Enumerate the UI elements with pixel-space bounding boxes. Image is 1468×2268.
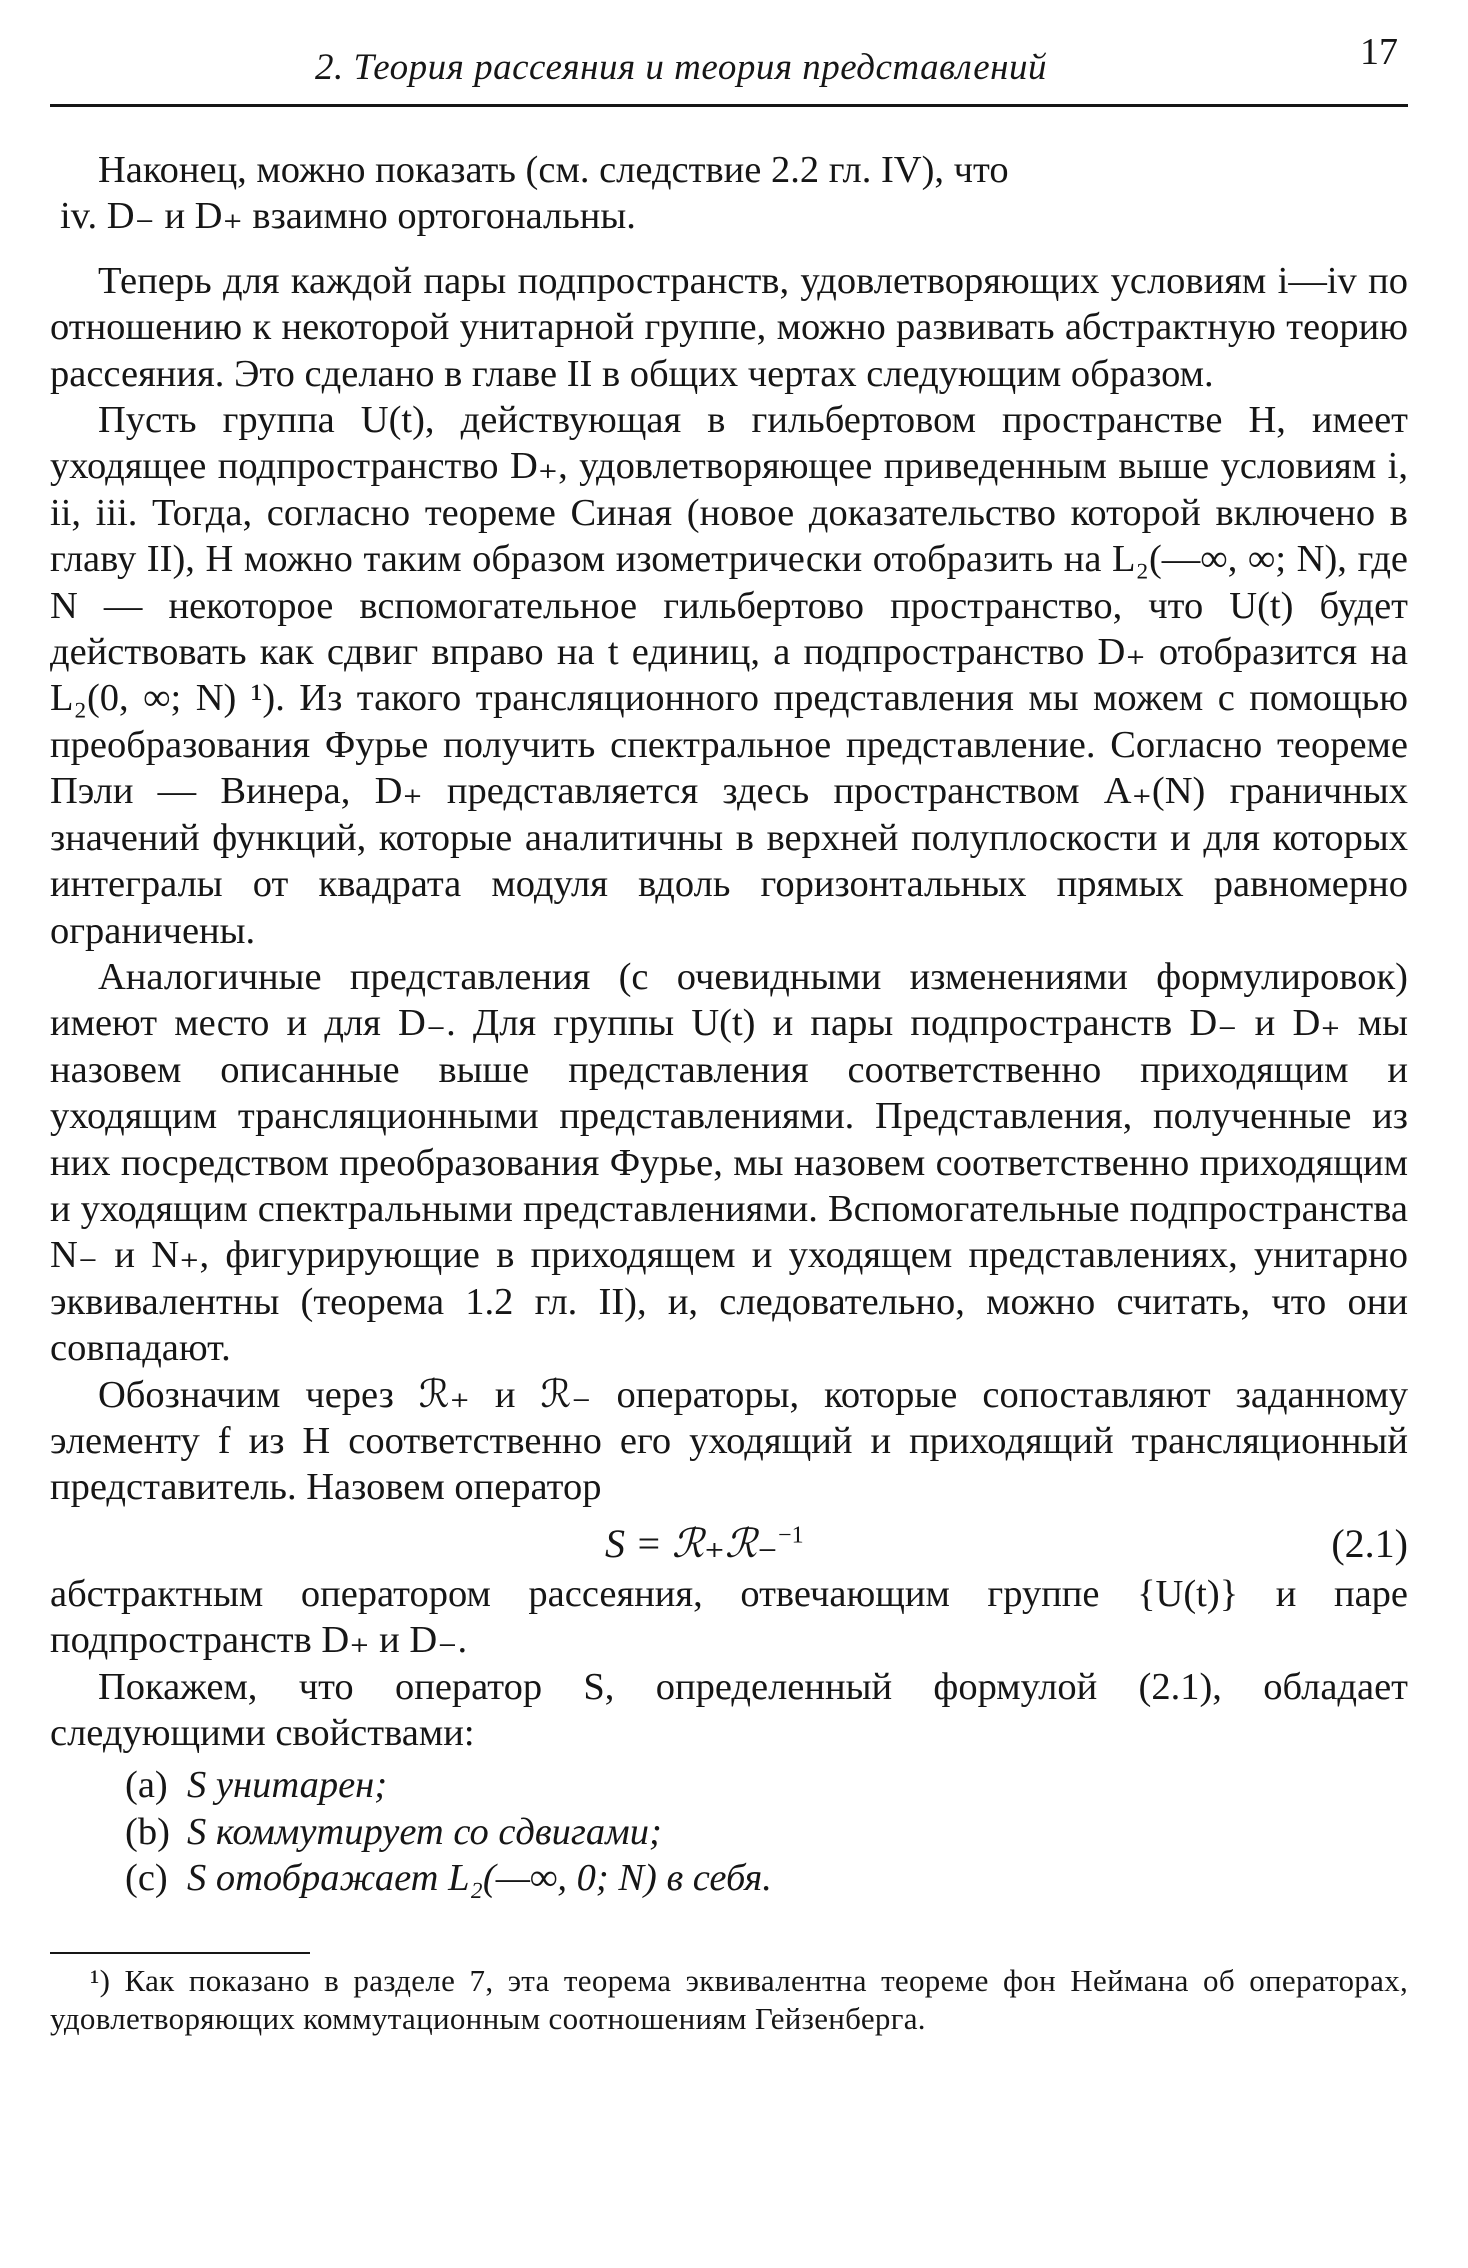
- list-item: [50, 1762, 1408, 1808]
- list-label: (c): [125, 1857, 168, 1900]
- list-label: (b): [125, 1810, 170, 1853]
- equation-number: (2.1): [1331, 1520, 1408, 1566]
- properties-list: [50, 1762, 1408, 1901]
- equation-formula: S = ℛ₊ℛ₋: [605, 1520, 779, 1566]
- equation-2-1: [50, 1515, 1408, 1571]
- paragraph-operators-definition: Обозначим через ℛ₊ и ℛ₋ операторы, которые сопоставляют заданному элементу f из H соответственно его уходящий и приходящий трансляционный представитель. Назовем оператор: [50, 1373, 1408, 1509]
- paragraph-properties: Покажем, что оператор S, определенный формулой (2.1), обладает следующими свойствами:: [50, 1665, 1408, 1754]
- list-text: S отображает L₂(—∞, 0; N) в себя.: [187, 1857, 772, 1900]
- list-text: S коммутирует со сдвигами;: [187, 1810, 662, 1853]
- footnote: ¹) Как показано в разделе 7, эта теорема эквивалентна теореме фон Неймана об операторах, удовлетворяющих коммутационным соотношениям Гейзенберга.: [50, 1962, 1408, 2036]
- condition-iv: iv. D₋ и D₊ взаимно ортогональны.: [60, 195, 636, 238]
- list-item: [50, 1809, 1408, 1855]
- paragraph-sinai-theorem: Пусть группа U(t), действующая в гильбертовом пространстве H, имеет уходящее подпространство D₊, удовлетворяющее приведенным выше условиям i, ii, iii. Тогда, согласно теореме Синая (новое доказательство которой включено в главу II), H можно таким образом изометрически отобразить на L₂(—∞, ∞; N), где N — некоторое вспомогательное гильбертово пространство, что U(t) будет действовать как сдвиг вправо на t единиц, а подпространство D₊ отобразится на L₂(0, ∞; N) ¹). Из такого трансляционного представления мы можем с помощью преобразования Фурье получить спектральное представление. Согласно теореме Пэли — Винера, D₊ представляется здесь пространством A₊(N) граничных значений функций, которые аналитичны в верхней полуплоскости и для которых интегралы от квадрата модуля вдоль горизонтальных прямых равномерно ограничены.: [50, 399, 1408, 952]
- paragraph-scattering-operator: абстрактным оператором рассеяния, отвечающим группе {U(t)} и паре подпространств D₊ и D₋.: [50, 1572, 1408, 1662]
- book-page: [50, 20, 1408, 2069]
- running-head: [50, 20, 1408, 107]
- equation-body: [605, 1521, 804, 1567]
- paragraph-conclusion: Наконец, можно показать (см. следствие 2.2 гл. IV), что: [98, 149, 1009, 191]
- list-label: (a): [125, 1764, 168, 1807]
- list-text: S унитарен;: [187, 1764, 388, 1807]
- body-text: [50, 147, 1408, 1902]
- running-title: 2. Теория рассеяния и теория представлений: [315, 47, 1047, 88]
- paragraph-analogous-representations: Аналогичные представления (с очевидными изменениями формулировок) имеют место и для D₋. Для группы U(t) и пары подпространств D₋ и D₊ мы назовем описанные выше представления соответственно приходящим и уходящим трансляционными представлениями. Представления, полученные из них посредством преобразования Фурье, мы назовем соответственно приходящим и уходящим спектральными представлениями. Вспомогательные подпространства N₋ и N₊, фигурирующие в приходящем и уходящем представлениях, унитарно эквивалентны (теорема 1.2 гл. II), и, следовательно, можно считать, что они совпадают.: [50, 955, 1408, 1370]
- paragraph-abstract-theory: Теперь для каждой пары подпространств, удовлетворяющих условиям i—iv по отношению к некоторой унитарной группе, можно развивать абстрактную теорию рассеяния. Это сделано в главе II в общих чертах следующим образом.: [50, 259, 1408, 395]
- page-number: 17: [1360, 31, 1398, 73]
- footnote-divider: [50, 1952, 310, 1954]
- list-item: [50, 1855, 1408, 1901]
- equation-exponent: −1: [778, 1522, 804, 1549]
